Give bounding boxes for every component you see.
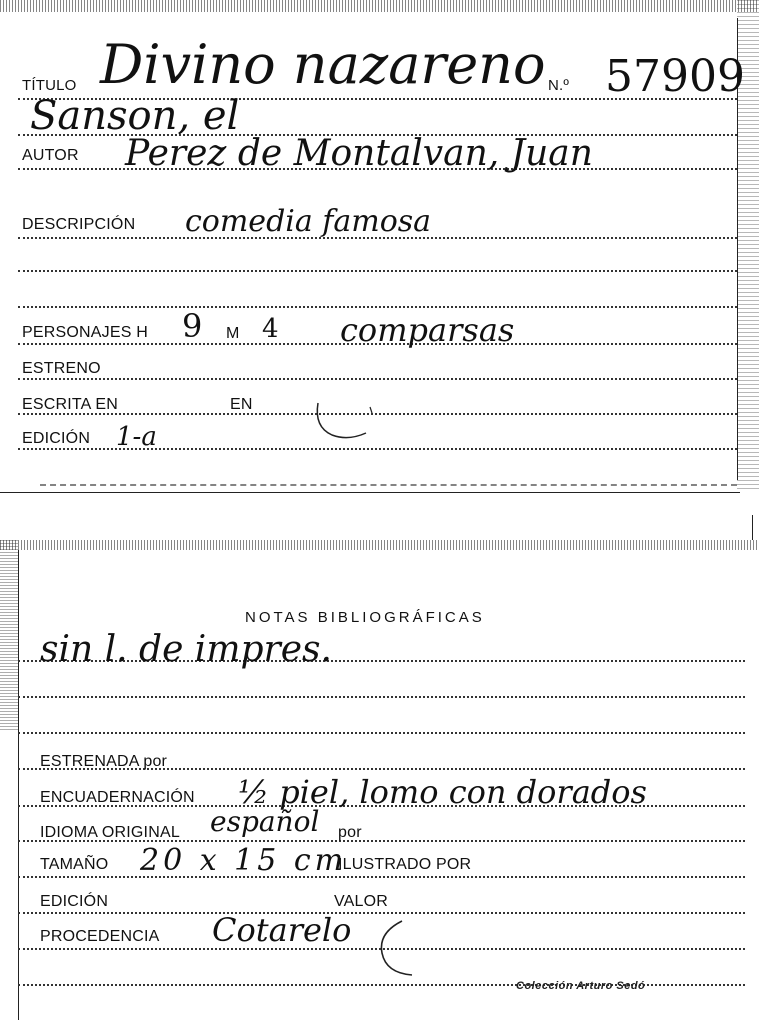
idioma-value: español [210,805,320,838]
rule-line [18,876,745,878]
estreno-label: ESTRENO [22,360,101,377]
rule-line [18,912,745,914]
procedencia-label: PROCEDENCIA [40,928,160,945]
card-edge-texture [0,540,18,730]
personajes-m-value: 4 [262,314,279,344]
autor-label: AUTOR [22,147,79,164]
numero-value: 57909 [605,51,745,102]
catalog-card-top [0,0,759,490]
valor-label: VALOR [334,893,389,910]
rule-line [18,306,737,308]
card-edge-texture [0,0,759,12]
tamano-value: 20 x 15 cm [140,843,348,878]
titulo-continuation: Sanson, el [30,93,240,139]
rule-line [40,484,737,486]
card-separator [0,492,740,493]
en-label: EN [230,396,253,413]
notas-title: NOTAS BIBLIOGRÁFICAS [245,609,485,626]
rule-line [18,270,737,272]
descripcion-label: DESCRIPCIÓN [22,216,136,233]
pencil-mark-icon [372,915,432,985]
pencil-mark-icon [310,395,380,445]
encuadernacion-label: ENCUADERNACIÓN [40,789,195,806]
notas-value: sin l. de impres. [40,629,332,670]
card-edge-texture [0,540,759,550]
edicion-value: 1-a [116,422,157,452]
titulo-label: TÍTULO [22,77,77,94]
coleccion-credit: Colección Arturo Sedó [516,980,646,992]
personajes-m-label: M [226,325,240,342]
catalog-card-bottom [0,540,759,1028]
edicion-label: EDICIÓN [22,430,91,447]
ilustrado-label: ILUSTRADO POR [338,856,472,873]
rule-line [18,696,745,698]
idioma-label: IDIOMA ORIGINAL [40,824,180,841]
descripcion-value: comedia famosa [185,204,432,239]
rule-line [18,732,745,734]
numero-label: N.º [548,77,570,94]
titulo-value: Divino nazareno [100,33,546,96]
personajes-extra: comparsas [340,311,515,349]
encuadernacion-value: ½ piel, lomo con dorados [238,773,647,811]
procedencia-value: Cotarelo [212,911,352,949]
edicion-bottom-label: EDICIÓN [40,893,109,910]
tamano-label: TAMAÑO [40,856,109,873]
personajes-label: PERSONAJES H [22,324,148,341]
idioma-por-label: por [338,824,362,841]
escrita-label: ESCRITA EN [22,396,118,413]
personajes-h-value: 9 [182,307,203,345]
estrenada-label: ESTRENADA por [40,753,168,770]
autor-value: Perez de Montalvan, Juan [125,133,593,174]
rule-line [18,378,737,380]
